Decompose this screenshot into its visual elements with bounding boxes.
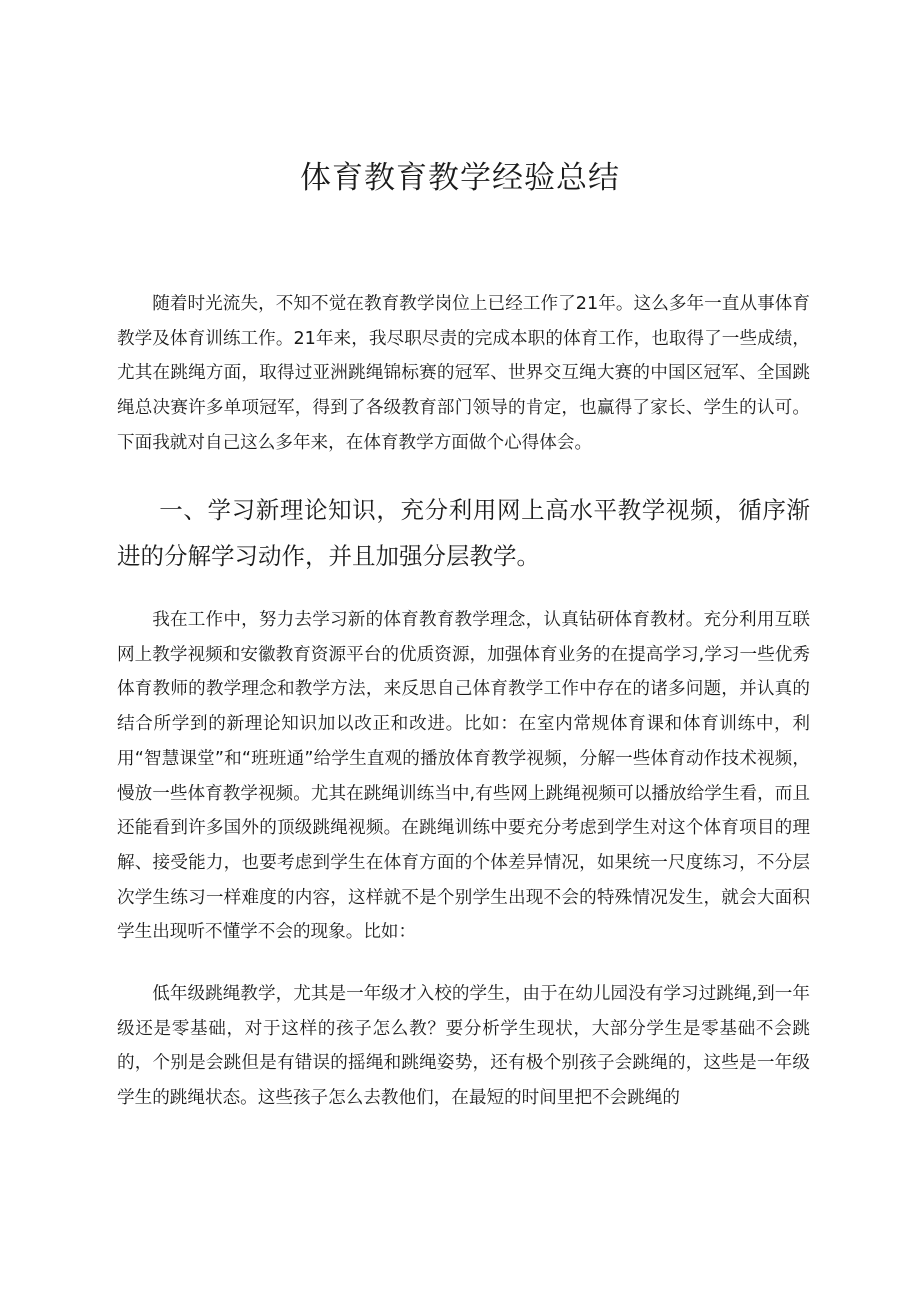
body-paragraph-2: 低年级跳绳教学，尤其是一年级才入校的学生，由于在幼儿园没有学习过跳绳,到一年级还是零基础，对于这样的孩子怎么教？要分析学生现状，大部分学生是零基础不会跳的，个别是会跳但是有错误的摇绳和跳绳姿势，还有极个别孩子会跳绳的，这些是一年级学生的跳绳状态。这些孩子怎么去教他们，在最短的时间里把不会跳绳的: [117, 984, 810, 1109]
document-title: 体育教育教学经验总结: [300, 160, 620, 196]
intro-paragraph: 随着时光流失，不知不觉在教育教学岗位上已经工作了21年。这么多年一直从事体育教学及体育训练工作。21年来，我尽职尽责的完成本职的体育工作，也取得了一些成绩，尤其在跳绳方面，取得过亚洲跳绳锦标赛的冠军、世界交互绳大赛的中国区冠军、全国跳绳总决赛许多单项冠军，得到了各级教育部门领导的肯定，也赢得了家长、学生的认可。下面我就对自己这么多年来，在体育教学方面做个心得体会。: [117, 294, 810, 453]
section-heading-1: 一、学习新理论知识，充分利用网上高水平教学视频，循序渐进的分解学习动作，并且加强分层教学。: [117, 496, 810, 570]
body-paragraph-1: 我在工作中，努力去学习新的体育教育教学理念，认真钻研体育教材。充分利用互联网上教学视频和安徽教育资源平台的优质资源，加强体育业务的在提高学习,学习一些优秀体育教师的教学理念和教学方法，来反思自己体育教学工作中存在的诸多问题，并认真的结合所学到的新理论知识加以改正和改进。比如：在室内常规体育课和体育训练中，利用“智慧课堂”和“班班通”给学生直观的播放体育教学视频，分解一些体育动作技术视频，慢放一些体育教学视频。尤其在跳绳训练当中,有些网上跳绳视频可以播放给学生看，而且还能看到许多国外的顶级跳绳视频。在跳绳训练中要充分考虑到学生对这个体育项目的理解、接受能力，也要考虑到学生在体育方面的个体差异情况，如果统一尺度练习，不分层次学生练习一样难度的内容，这样就不是个别学生出现不会的特殊情况发生，就会大面积学生出现听不懂学不会的现象。比如：: [117, 610, 810, 943]
